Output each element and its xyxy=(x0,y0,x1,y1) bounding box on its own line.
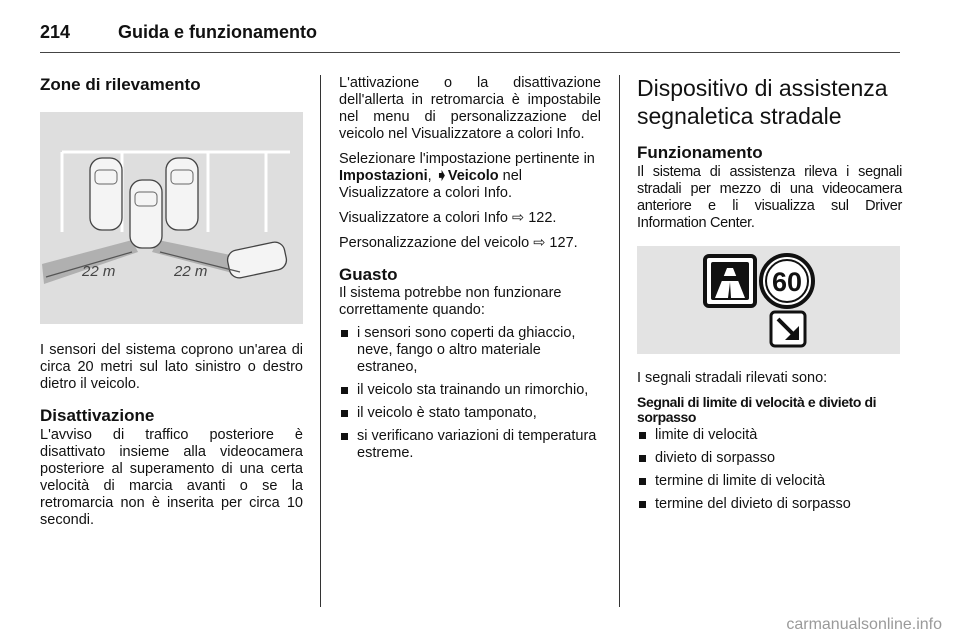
cross-reference: Personalizzazione del veicolo ⇨ 127. xyxy=(339,235,578,251)
body-paragraph: I segnali stradali rilevati sono: xyxy=(637,369,828,386)
bullet-list xyxy=(637,427,902,513)
column-divider xyxy=(619,75,620,607)
body-paragraph: Selezionare l'impostazione pertinente in Impostazioni, ➧Veicolo nel Visualizzatore a colori Info. xyxy=(339,151,595,201)
distance-label-right: 22 m xyxy=(174,263,208,281)
bullet-list xyxy=(339,325,601,462)
cross-reference: Visualizzatore a colori Info ⇨ 122. xyxy=(339,210,557,226)
page-number: 214 xyxy=(40,22,71,42)
list-item: si verificano variazioni di temperatura estreme. xyxy=(339,428,601,462)
list-item: termine del divieto di sorpasso xyxy=(637,496,902,513)
page-header xyxy=(40,22,900,53)
section-heading: Dispositivo di assistenza segnaletica stradale xyxy=(637,75,888,129)
column-2 xyxy=(339,75,601,468)
sub-heading: Disattivazione xyxy=(40,406,155,426)
motorway-sign-icon xyxy=(705,256,755,306)
bold-label: Segnali di limite di velocità e divieto di sorpasso xyxy=(637,393,877,425)
list-item: il veicolo è stato tamponato, xyxy=(339,405,601,422)
column-3 xyxy=(637,75,902,519)
reference-arrow-icon: ⇨ xyxy=(533,235,546,251)
list-item: divieto di sorpasso xyxy=(637,450,902,467)
reference-arrow-icon: ⇨ xyxy=(512,210,525,226)
detection-zones-figure xyxy=(40,112,303,324)
list-item: i sensori sono coperti da ghiaccio, neve, fango o altro materiale estraneo, xyxy=(339,325,601,376)
body-paragraph: Il sistema di assistenza rileva i segnali stradali per mezzo di una videocamera anteriore e li visualizza sul Driver Information Center. xyxy=(637,163,902,231)
sub-heading: Funzionamento xyxy=(637,143,763,163)
menu-path-veicolo: Veicolo xyxy=(447,168,499,184)
body-paragraph: L'attivazione o la disattivazione dell'allerta in retromarcia è impostabile nel menu di personalizzazione del veicolo nel Visualizzatore a colori Info. xyxy=(339,75,601,142)
traffic-signs-figure xyxy=(637,246,900,354)
body-paragraph: Il sistema potrebbe non funzionare correttamente quando: xyxy=(339,285,562,319)
list-item: limite di velocità xyxy=(637,427,902,444)
distance-label-left: 22 m xyxy=(82,263,116,281)
section-heading: Zone di rilevamento xyxy=(40,75,201,94)
speed-sign-value: 60 xyxy=(771,266,803,297)
column-1 xyxy=(40,75,303,529)
watermark: carmanualsonline.info xyxy=(786,616,942,633)
list-item: termine di limite di velocità xyxy=(637,473,902,490)
running-title: Guida e funzionamento xyxy=(118,22,318,42)
body-paragraph: I sensori del sistema coprono un'area di circa 20 metri sul lato sinistro o destro dietro il veicolo. xyxy=(40,342,303,393)
menu-path-impostazioni: Impostazioni xyxy=(339,168,428,184)
arrow-sign-icon xyxy=(771,312,805,346)
body-paragraph: L'avviso di traffico posteriore è disattivato insieme alla videocamera posteriore al superamento di una certa velocità di marcia avanti o se la retromarcia non è inserita per circa 10 secondi. xyxy=(40,426,303,528)
traffic-signs-illustration xyxy=(637,246,900,354)
parking-cars-illustration xyxy=(40,112,303,324)
column-divider xyxy=(320,75,321,607)
list-item: il veicolo sta trainando un rimorchio, xyxy=(339,382,601,399)
speed-limit-sign-icon xyxy=(761,255,813,307)
arrow-icon: ➧ xyxy=(435,168,448,184)
sub-heading: Guasto xyxy=(339,265,398,284)
